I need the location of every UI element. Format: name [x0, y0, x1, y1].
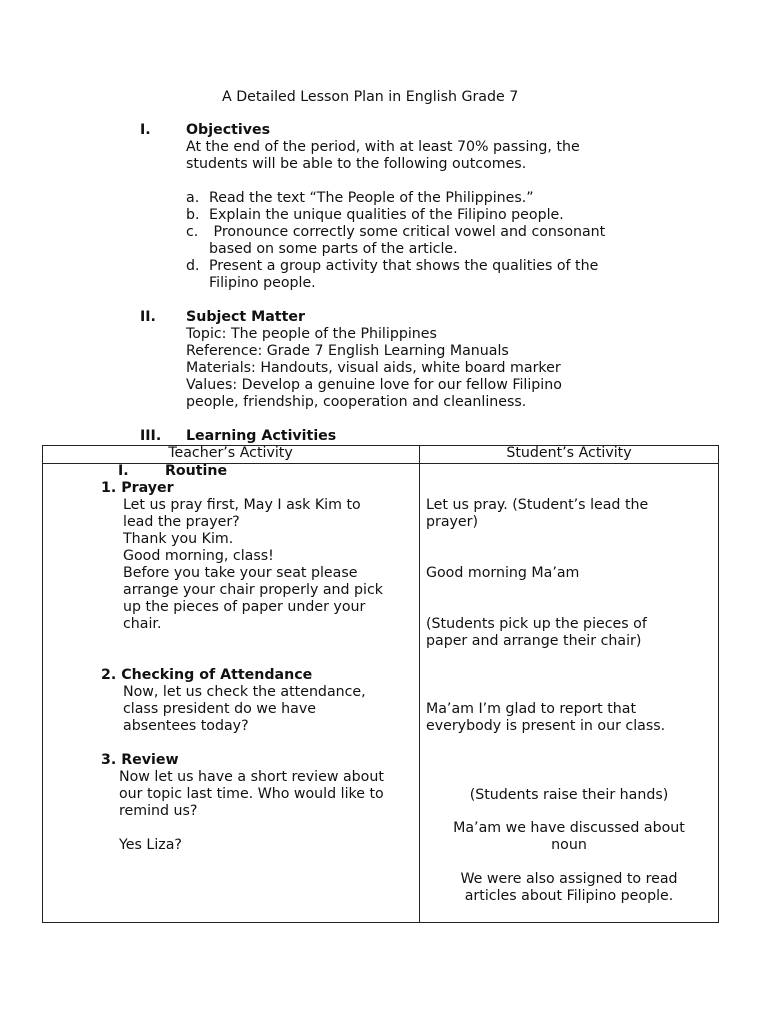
table-header-divider: [43, 463, 718, 464]
teacher-line: Now, let us check the attendance,: [123, 684, 366, 700]
teacher-line: remind us?: [119, 803, 198, 819]
objectives-intro-line: students will be able to the following outcomes.: [186, 156, 527, 172]
subject-matter-line: Materials: Handouts, visual aids, white board marker: [186, 360, 561, 376]
section-heading-subject-matter: Subject Matter: [186, 309, 305, 325]
teacher-line: Before you take your seat please: [123, 565, 358, 581]
teacher-line: arrange your chair properly and pick: [123, 582, 384, 598]
objective-letter: b.: [186, 207, 200, 223]
teacher-line: up the pieces of paper under your: [123, 599, 366, 615]
objective-letter: a.: [186, 190, 200, 206]
student-line: Good morning Ma’am: [426, 565, 580, 581]
teacher-line: Now let us have a short review about: [119, 769, 384, 785]
student-line: everybody is present in our class.: [426, 718, 666, 734]
objective-text: Read the text “The People of the Philippines.”: [209, 190, 534, 206]
objective-letter: d.: [186, 258, 200, 274]
teacher-line: absentees today?: [123, 718, 249, 734]
student-line: prayer): [426, 514, 479, 530]
prayer-heading: 1. Prayer: [101, 480, 174, 496]
section-numeral-subject-matter: II.: [140, 309, 156, 325]
teacher-line: Yes Liza?: [119, 837, 182, 853]
teacher-line: class president do we have: [123, 701, 316, 717]
teacher-line: Good morning, class!: [123, 548, 274, 564]
student-line: Let us pray. (Student’s lead the: [426, 497, 649, 513]
teacher-line: our topic last time. Who would like to: [119, 786, 384, 802]
subject-matter-line: Topic: The people of the Philippines: [186, 326, 437, 342]
objectives-intro-line: At the end of the period, with at least 70% passing, the: [186, 139, 580, 155]
student-line: noun: [551, 837, 587, 853]
objective-letter: c.: [186, 224, 199, 240]
routine-heading: Routine: [165, 463, 228, 479]
student-line: We were also assigned to read: [460, 871, 678, 887]
objective-text: Pronounce correctly some critical vowel and consonant: [209, 224, 606, 240]
subject-matter-line: Values: Develop a genuine love for our fellow Filipino: [186, 377, 562, 393]
objective-text: Present a group activity that shows the qualities of the: [209, 258, 599, 274]
subject-matter-line: people, friendship, cooperation and cleanliness.: [186, 394, 527, 410]
student-line: Ma’am I’m glad to report that: [426, 701, 637, 717]
table-header-teacher: Teacher’s Activity: [168, 445, 293, 461]
subject-matter-line: Reference: Grade 7 English Learning Manuals: [186, 343, 509, 359]
section-heading-objectives: Objectives: [186, 122, 271, 138]
routine-numeral: I.: [118, 463, 129, 479]
teacher-line: chair.: [123, 616, 162, 632]
section-heading-learning-activities: Learning Activities: [186, 428, 337, 444]
section-numeral-learning-activities: III.: [140, 428, 162, 444]
objective-text: Filipino people.: [209, 275, 316, 291]
teacher-line: Let us pray first, May I ask Kim to: [123, 497, 361, 513]
review-heading: 3. Review: [101, 752, 179, 768]
student-line: articles about Filipino people.: [464, 888, 674, 904]
table-header-student: Student’s Activity: [506, 445, 632, 461]
teacher-line: Thank you Kim.: [123, 531, 234, 547]
objective-text: Explain the unique qualities of the Filipino people.: [209, 207, 564, 223]
student-line: (Students raise their hands): [469, 787, 669, 803]
student-line: (Students pick up the pieces of: [426, 616, 647, 632]
attendance-heading: 2. Checking of Attendance: [101, 667, 313, 683]
page-title: A Detailed Lesson Plan in English Grade 7: [222, 89, 519, 105]
student-line: Ma’am we have discussed about: [453, 820, 685, 836]
section-numeral-objectives: I.: [140, 122, 151, 138]
objective-text: based on some parts of the article.: [209, 241, 458, 257]
student-line: paper and arrange their chair): [426, 633, 642, 649]
teacher-line: lead the prayer?: [123, 514, 240, 530]
